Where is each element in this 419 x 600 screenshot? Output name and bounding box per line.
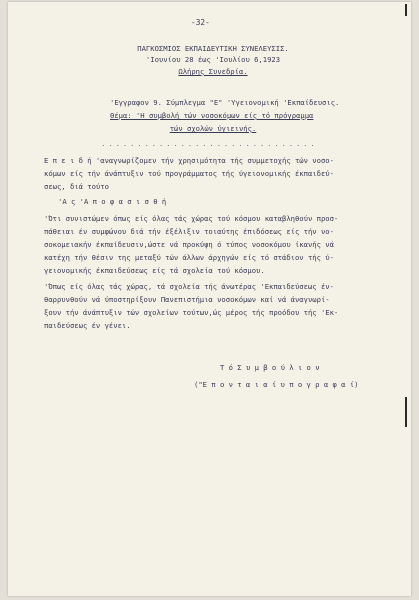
body-line: θαρρυνθούν νά ύποστηρίξουν Πανεπιστήμια νοσοκόμων καί νά άναγνωρί- [44, 295, 330, 304]
section-separator: .............................. [101, 140, 318, 148]
body-line: κατέχη τήν θέσιν της μεταξύ τών άλλων άρχηγών είς τό στάδιον τής ύ- [44, 253, 334, 262]
document-reference: 'Εγγραφον 9. Σύμπλεγμα "Ε" 'Υγειονομική 'Εκπαίδευσις. [110, 98, 340, 107]
signature-note: ("Ε π ο ν τ α ι α ί υ π ο γ ρ α φ α ί) [194, 380, 359, 389]
body-line: ξουν τήν άνάπτυξιν τών σχολείων τούτων,ώς μέρος τής προόδου τής 'Εκ- [44, 308, 339, 317]
resolution-heading: 'Α ς 'Α π ο φ α σ ι σ θ ή [58, 197, 167, 206]
page-number: -32- [191, 18, 210, 27]
page-edge-mark-top [405, 4, 407, 16]
document-page [8, 2, 411, 596]
body-line: σεως, διά τούτο [44, 182, 109, 191]
body-line: 'Ότι συνιστώμεν όπως είς όλας τάς χώρας τού κόσμου καταβληθούν προσ- [44, 214, 339, 223]
body-line: κόμων είς τήν άνάπτυξιν τού προγράμματος τής ύγειονομικής έκπαιδεύ- [44, 169, 334, 178]
body-line: γειονομικής έκπαιδεύσεως είς τά σχολεία τού κόσμου. [44, 266, 265, 275]
body-line: πάθειαι έν συμφώνου διά τήν έξέλιξιν τοιαύτης έπιδόσεως είς τήν νο- [44, 227, 334, 236]
body-line: 'Όπως είς όλας τάς χώρας, τά σχολεία τής άνωτέρας 'Εκπαιδεύσεως έν- [44, 282, 334, 291]
body-line: παιδεύσεως έν γένει. [44, 321, 131, 330]
document-dates: 'Ιουνίου 28 έως 'Ιουλίου 6,1923 [145, 55, 281, 64]
document-title: ΠΑΓΚΟΣΜΙΟΣ ΕΚΠΑΙΔΕΥΤΙΚΗ ΣΥΝΕΛΕΥΣΙΣ. [137, 44, 289, 53]
session-label: Ωλήρης Συνεδρία. [178, 67, 248, 76]
theme-line-1: Θέμα: 'Η συμβολή τών νοσοκόμων είς τό πρόγραμμα [110, 111, 314, 120]
page-edge-mark-middle [405, 397, 407, 427]
theme-line-2: τών σχολών ύγιεινής. [169, 124, 257, 133]
signature-council: Τ ό Σ υ μ β ο ύ λ ι ο ν [220, 363, 320, 372]
body-line: Ε π ε ι δ ή 'αναγνωρίζομεν τήν χρησιμότητα τής συμμετοχής τών νοσο- [44, 156, 334, 165]
body-line: σοκομειακήν έκπαίδευσιν,ώστε νά προκύψη ό τύπος νοσοκόμου ίκανής νά [44, 240, 334, 249]
